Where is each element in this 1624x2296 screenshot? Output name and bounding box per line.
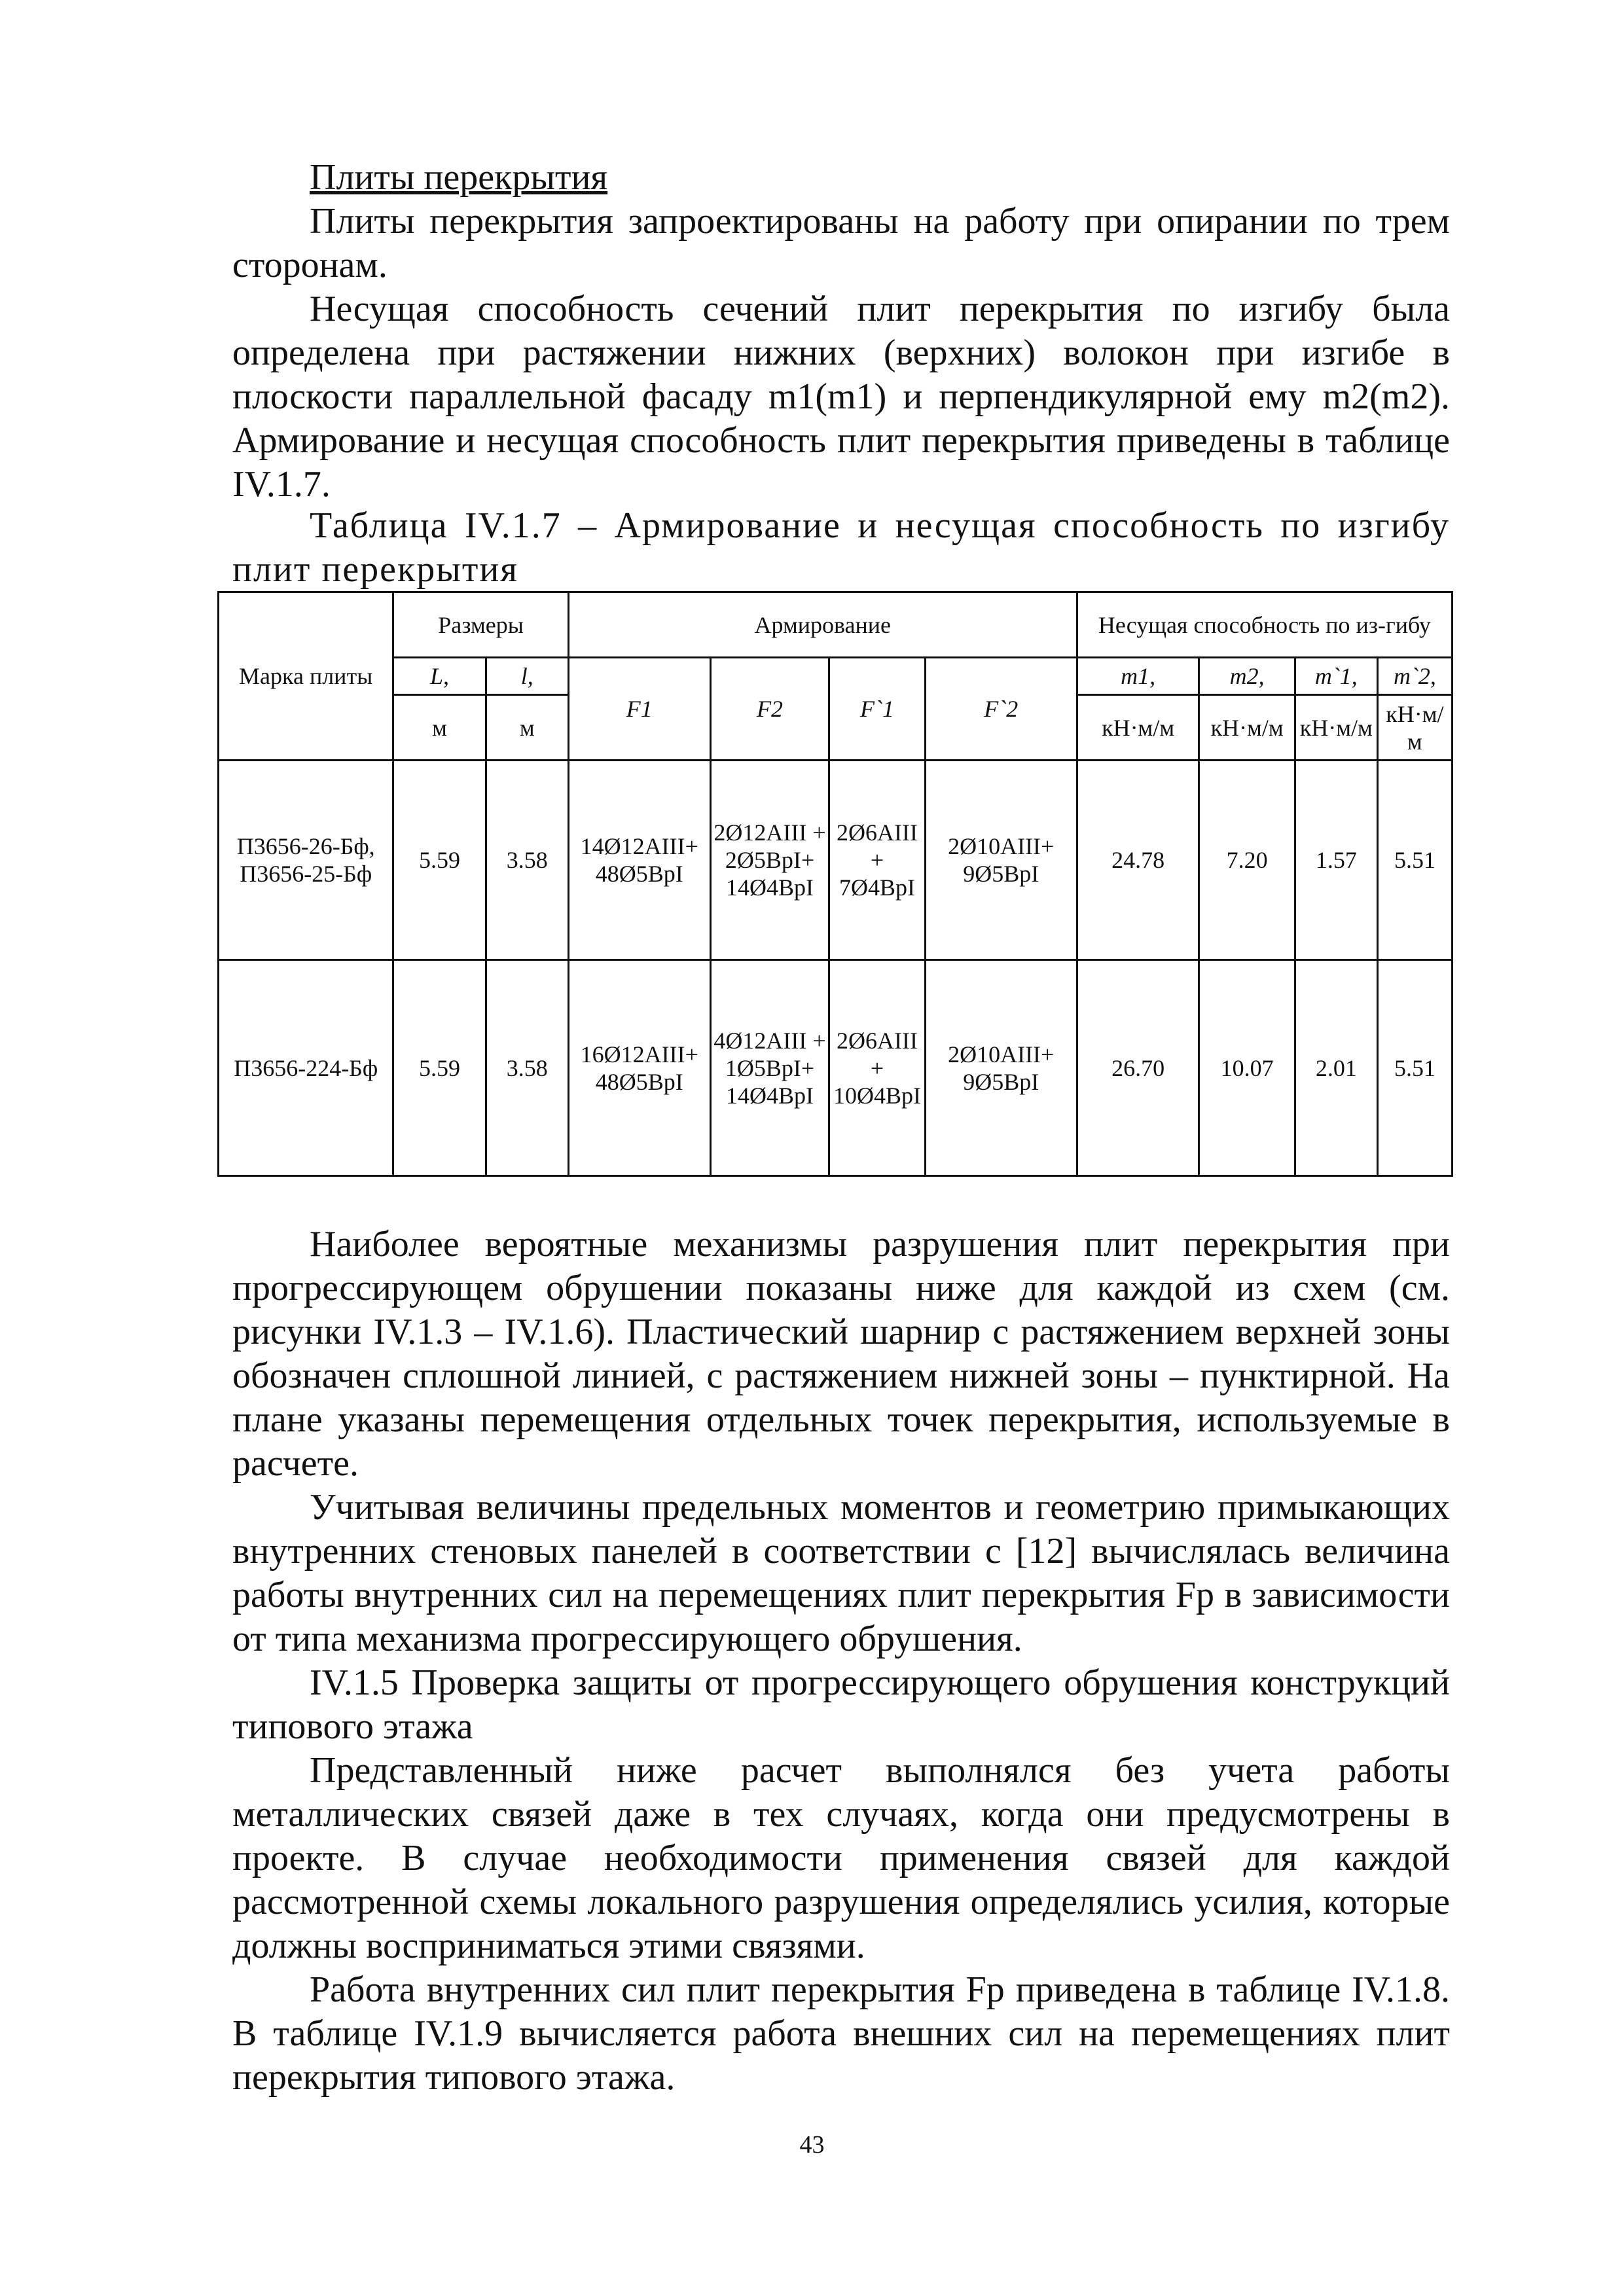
header-m2-prime: m`2, <box>1377 658 1452 695</box>
header-L: L, <box>393 658 486 695</box>
body-paragraph-1: Наиболее вероятные механизмы разрушения плит перекрытия при прогрессирующем обрушении показаны ниже для каждой из схем (см. рисунки IV.1.3 – IV.1.6). Пластический шарнир с растяжением верхней зоны обозначен сплошной линией, с растяжением нижней зоны – пунктирной. На плане указаны перемещения отдельных точек перекрытия, используемые в расчете. <box>232 1224 1450 1484</box>
header-reinforcement: Армирование <box>568 592 1077 658</box>
cell-m1: 24.78 <box>1077 761 1199 960</box>
cell-mark: П3656-26-Бф, П3656-25-Бф <box>219 761 393 960</box>
unit-L: м <box>393 695 486 761</box>
intro-paragraph-1: Плиты перекрытия запроектированы на работу при опирании по трем сторонам. <box>232 201 1450 285</box>
cell-F1: 16Ø12AIII+ 48Ø5BpI <box>568 960 710 1176</box>
header-F1: F1 <box>568 658 710 761</box>
body-text <box>232 1223 1450 2100</box>
cell-F1-prime: 2Ø6AIII + 10Ø4BpI <box>829 960 925 1176</box>
header-l: l, <box>486 658 568 695</box>
intro-paragraph-2: Несущая способность сечений плит перекрытия по изгибу была определена при растяжении нижних (верхних) волокон при изгибе в плоскости параллельной фасаду m1(m1) и перпендикулярной ему m2(m2). Армирование и несущая способность плит перекрытия приведены в таблице IV.1.7. <box>232 289 1450 505</box>
cell-m2-prime: 5.51 <box>1377 761 1452 960</box>
cell-m2-prime: 5.51 <box>1377 960 1452 1176</box>
section-title: IV.1.5 Проверка защиты от прогрессирующего обрушения конструкций типового этажа <box>232 1662 1450 1747</box>
section-subheading: Плиты перекрытия <box>310 157 608 198</box>
cell-L: 5.59 <box>393 960 486 1176</box>
cell-l: 3.58 <box>486 960 568 1176</box>
cell-m1-prime: 2.01 <box>1295 960 1377 1176</box>
header-m2: m2, <box>1199 658 1295 695</box>
cell-m1: 26.70 <box>1077 960 1199 1176</box>
cell-F1: 14Ø12AIII+ 48Ø5BpI <box>568 761 710 960</box>
table-row <box>219 761 1453 960</box>
header-m1: m1, <box>1077 658 1199 695</box>
header-sizes: Размеры <box>393 592 568 658</box>
header-F2-prime: F`2 <box>925 658 1077 761</box>
header-m1-prime: m`1, <box>1295 658 1377 695</box>
cell-m1-prime: 1.57 <box>1295 761 1377 960</box>
unit-m1-prime: кН·м/м <box>1295 695 1377 761</box>
cell-F2-prime: 2Ø10AIII+ 9Ø5BpI <box>925 761 1077 960</box>
cell-F1-prime: 2Ø6AIII + 7Ø4BpI <box>829 761 925 960</box>
unit-l: м <box>486 695 568 761</box>
body-paragraph-4: Работа внутренних сил плит перекрытия Fp приведена в таблице IV.1.8. В таблице IV.1.9 вычисляется работа внешних сил на перемещениях плит перекрытия типового этажа. <box>232 1969 1450 2098</box>
cell-m2: 10.07 <box>1199 960 1295 1176</box>
cell-m2: 7.20 <box>1199 761 1295 960</box>
table-caption: Таблица IV.1.7 – Армирование и несущая способность по изгибу плит перекрытия <box>232 505 1450 590</box>
body-paragraph-2: Учитывая величины предельных моментов и геометрию примыкающих внутренних стеновых панелей в соответствии с [12] вычислялась величина работы внутренних сил на перемещениях плит перекрытия Fp в зависимости от типа механизма прогрессирующего обрушения. <box>232 1487 1450 1659</box>
unit-m2: кН·м/м <box>1199 695 1295 761</box>
intro-text <box>232 200 1450 507</box>
unit-m1: кН·м/м <box>1077 695 1199 761</box>
header-F2: F2 <box>710 658 829 761</box>
cell-F2-prime: 2Ø10AIII+ 9Ø5BpI <box>925 960 1077 1176</box>
body-paragraph-3: Представленный ниже расчет выполнялся без учета работы металлических связей даже в тех случаях, когда они предусмотрены в проекте. В случае необходимости применения связей для каждой рассмотренной схемы локального разрушения определялись усилия, которые должны восприниматься этими связями. <box>232 1750 1450 1966</box>
header-F1-prime: F`1 <box>829 658 925 761</box>
reinforcement-table <box>217 591 1453 1177</box>
table-row <box>219 960 1453 1176</box>
page-number: 43 <box>799 2131 825 2159</box>
cell-F2: 4Ø12AIII + 1Ø5BpI+ 14Ø4BpI <box>710 960 829 1176</box>
header-mark: Марка плиты <box>219 592 393 761</box>
cell-F2: 2Ø12AIII + 2Ø5BpI+ 14Ø4BpI <box>710 761 829 960</box>
unit-m2-prime: кН·м/м <box>1377 695 1452 761</box>
header-capacity: Несущая способность по из-гибу <box>1077 592 1452 658</box>
cell-mark: П3656-224-Бф <box>219 960 393 1176</box>
cell-L: 5.59 <box>393 761 486 960</box>
cell-l: 3.58 <box>486 761 568 960</box>
